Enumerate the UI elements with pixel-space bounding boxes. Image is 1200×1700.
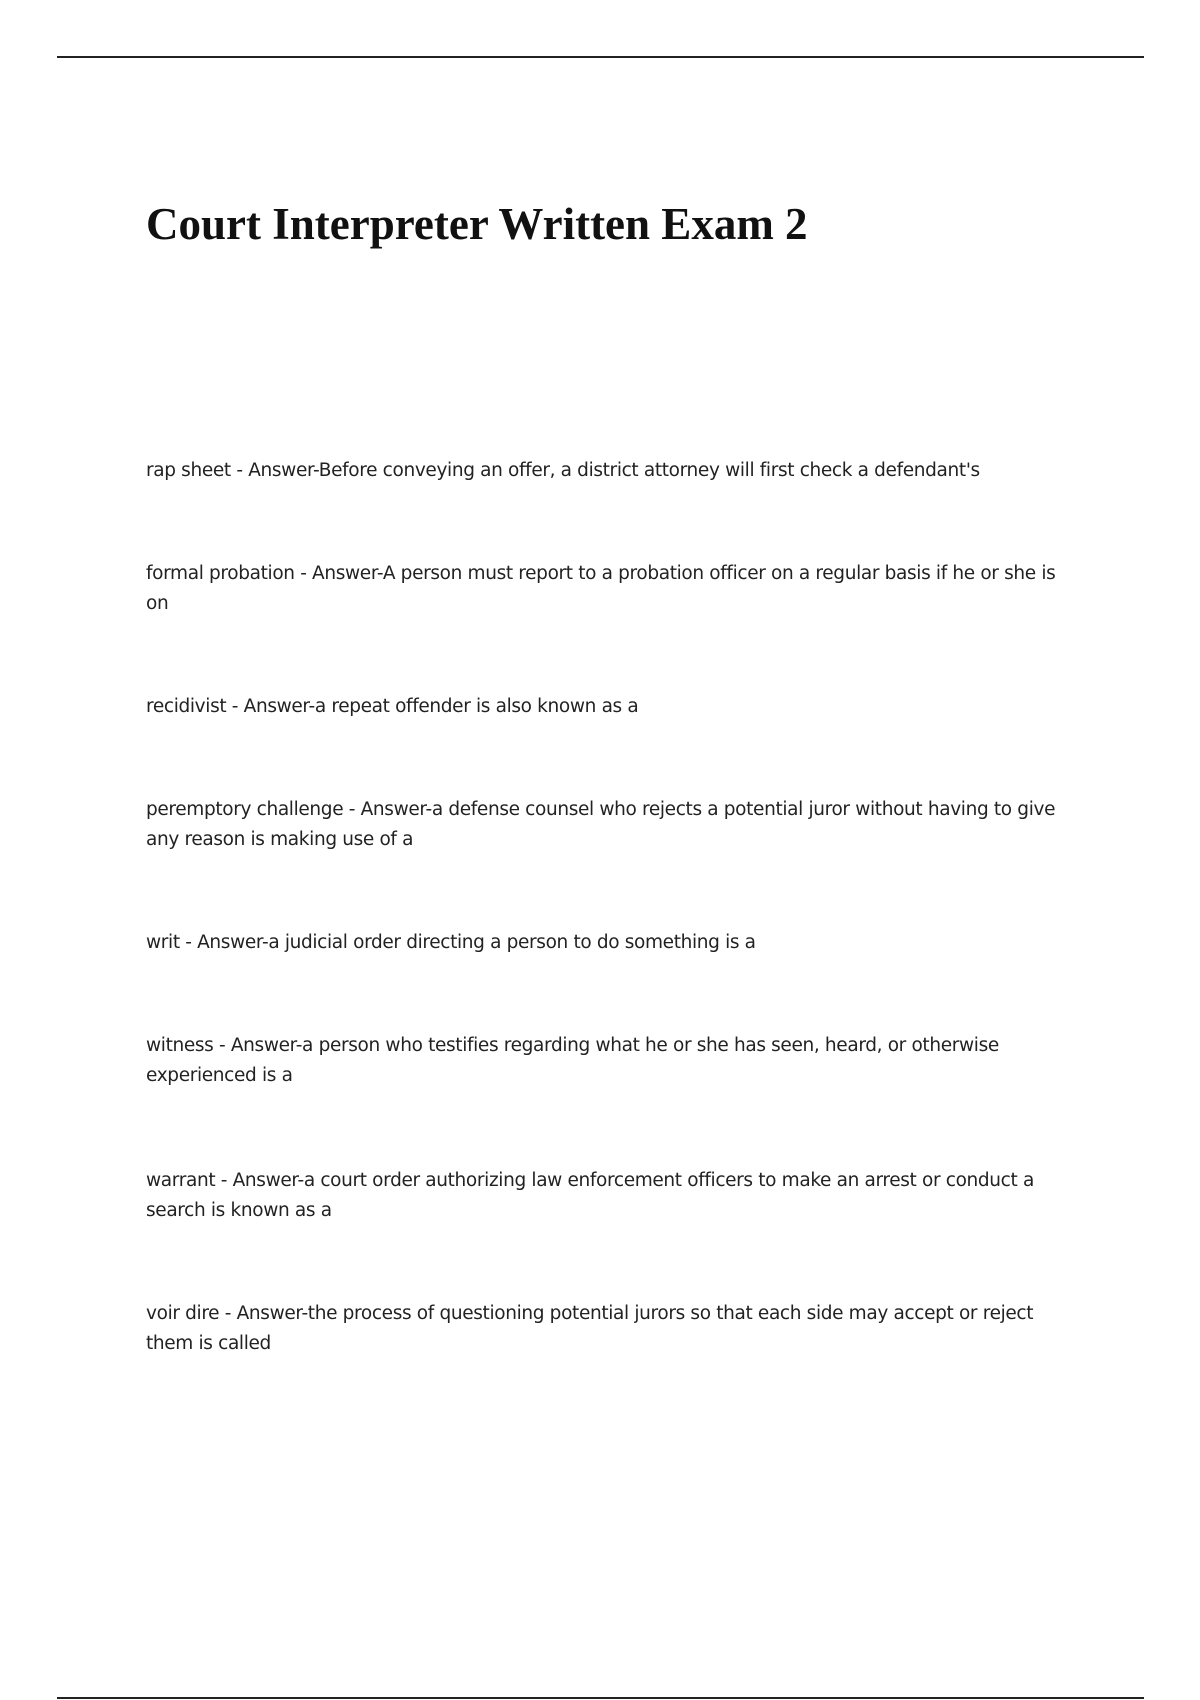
qa-separator: - Answer- [179, 932, 269, 953]
qa-item-recidivist [146, 692, 1076, 722]
qa-item-formal-probation [146, 559, 1076, 619]
top-rule [57, 56, 1144, 58]
qa-separator: - Answer- [213, 1035, 303, 1056]
qa-answer: the process of questioning potential jurors so that each side may accept or reject them is called [146, 1303, 1034, 1354]
qa-term: witness [146, 1035, 214, 1056]
qa-separator: - Answer- [219, 1303, 308, 1324]
qa-separator: - Answer- [343, 799, 432, 820]
qa-term: warrant [146, 1170, 216, 1191]
qa-answer: A person must report to a probation officer on a regular basis if he or she is on [146, 563, 1056, 614]
qa-term: recidivist [146, 696, 227, 717]
qa-answer: a judicial order directing a person to do something is a [268, 932, 756, 953]
qa-answer: a repeat offender is also known as a [314, 696, 639, 717]
qa-separator: - Answer- [230, 460, 319, 481]
qa-item-voir-dire [146, 1299, 1076, 1359]
qa-answer: Before conveying an offer, a district attorney will first check a defendant's [318, 460, 980, 481]
page-title: Court Interpreter Written Exam 2 [146, 199, 808, 249]
qa-term: writ [146, 932, 180, 953]
qa-separator: - Answer- [215, 1170, 304, 1191]
qa-answer: a person who testifies regarding what he or she has seen, heard, or otherwise experienced is a [146, 1035, 999, 1086]
qa-item-writ [146, 928, 1076, 958]
qa-term: peremptory challenge [146, 799, 344, 820]
qa-separator: - Answer- [226, 696, 315, 717]
qa-separator: - Answer- [294, 563, 383, 584]
qa-term: voir dire [146, 1303, 220, 1324]
qa-term: rap sheet [146, 460, 231, 481]
bottom-rule [57, 1697, 1144, 1699]
qa-item-warrant [146, 1166, 1076, 1226]
qa-item-peremptory-challenge [146, 795, 1076, 855]
qa-item-rap-sheet [146, 456, 1076, 486]
qa-answer: a defense counsel who rejects a potential juror without having to give any reason is making use of a [146, 799, 1056, 850]
qa-answer: a court order authorizing law enforcement officers to make an arrest or conduct a search is known as a [146, 1170, 1034, 1221]
qa-term: formal probation [146, 563, 295, 584]
qa-item-witness [146, 1031, 1076, 1091]
